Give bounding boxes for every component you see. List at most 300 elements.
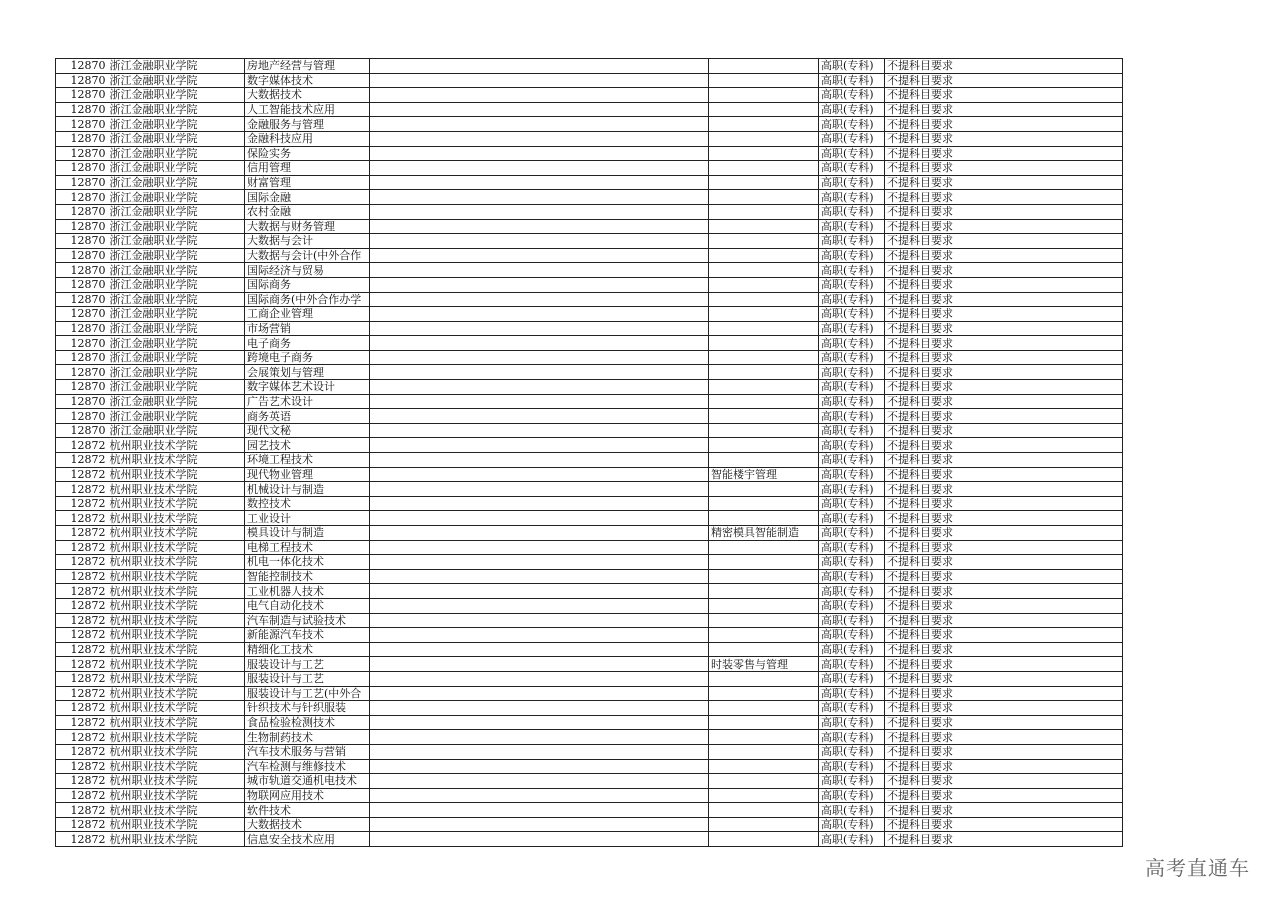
- cell-school: 浙江金融职业学院: [108, 409, 245, 424]
- cell-school: 浙江金融职业学院: [108, 365, 245, 380]
- cell-direction: [709, 774, 819, 789]
- cell-level: 高职(专科): [819, 409, 885, 424]
- cell-subject: 不提科目要求: [885, 102, 1123, 117]
- cell-subject: 不提科目要求: [885, 394, 1123, 409]
- cell-blank: [370, 482, 709, 497]
- cell-major: 机电一体化技术: [245, 555, 370, 570]
- table-row: [56, 131, 1123, 146]
- cell-blank: [370, 88, 709, 103]
- cell-direction: [709, 730, 819, 745]
- cell-subject: 不提科目要求: [885, 307, 1123, 322]
- cell-code: 12872: [56, 438, 108, 453]
- cell-school: 杭州职业技术学院: [108, 657, 245, 672]
- cell-code: 12872: [56, 496, 108, 511]
- cell-major: 针织技术与针织服装: [245, 701, 370, 716]
- cell-code: 12870: [56, 321, 108, 336]
- cell-level: 高职(专科): [819, 394, 885, 409]
- cell-level: 高职(专科): [819, 292, 885, 307]
- cell-direction: [709, 146, 819, 161]
- cell-major: 国际经济与贸易: [245, 263, 370, 278]
- cell-level: 高职(专科): [819, 598, 885, 613]
- cell-code: 12872: [56, 642, 108, 657]
- cell-level: 高职(专科): [819, 88, 885, 103]
- table-row: [56, 73, 1123, 88]
- cell-subject: 不提科目要求: [885, 671, 1123, 686]
- cell-major: 国际商务: [245, 277, 370, 292]
- cell-direction: [709, 511, 819, 526]
- cell-major: 信用管理: [245, 161, 370, 176]
- cell-direction: [709, 496, 819, 511]
- cell-level: 高职(专科): [819, 496, 885, 511]
- cell-level: 高职(专科): [819, 365, 885, 380]
- cell-school: 杭州职业技术学院: [108, 584, 245, 599]
- cell-direction: [709, 453, 819, 468]
- cell-direction: [709, 161, 819, 176]
- table-row: [56, 555, 1123, 570]
- cell-subject: 不提科目要求: [885, 117, 1123, 132]
- cell-level: 高职(专科): [819, 832, 885, 847]
- table-row: [56, 803, 1123, 818]
- cell-level: 高职(专科): [819, 380, 885, 395]
- table-row: [56, 219, 1123, 234]
- cell-school: 浙江金融职业学院: [108, 204, 245, 219]
- cell-subject: 不提科目要求: [885, 832, 1123, 847]
- cell-code: 12870: [56, 102, 108, 117]
- cell-direction: [709, 759, 819, 774]
- cell-school: 杭州职业技术学院: [108, 540, 245, 555]
- cell-blank: [370, 248, 709, 263]
- cell-school: 浙江金融职业学院: [108, 146, 245, 161]
- cell-code: 12870: [56, 219, 108, 234]
- cell-blank: [370, 380, 709, 395]
- cell-code: 12870: [56, 394, 108, 409]
- cell-subject: 不提科目要求: [885, 380, 1123, 395]
- cell-blank: [370, 102, 709, 117]
- cell-blank: [370, 540, 709, 555]
- cell-code: 12872: [56, 671, 108, 686]
- cell-blank: [370, 190, 709, 205]
- cell-major: 大数据与会计: [245, 234, 370, 249]
- cell-blank: [370, 234, 709, 249]
- cell-school: 杭州职业技术学院: [108, 569, 245, 584]
- cell-school: 浙江金融职业学院: [108, 131, 245, 146]
- table-row: [56, 817, 1123, 832]
- cell-code: 12872: [56, 744, 108, 759]
- cell-level: 高职(专科): [819, 803, 885, 818]
- cell-direction: [709, 555, 819, 570]
- cell-code: 12870: [56, 190, 108, 205]
- table-row: [56, 263, 1123, 278]
- cell-school: 杭州职业技术学院: [108, 686, 245, 701]
- cell-code: 12872: [56, 657, 108, 672]
- table-row: [56, 117, 1123, 132]
- cell-blank: [370, 131, 709, 146]
- cell-major: 汽车检测与维修技术: [245, 759, 370, 774]
- cell-major: 商务英语: [245, 409, 370, 424]
- cell-code: 12872: [56, 803, 108, 818]
- cell-code: 12870: [56, 350, 108, 365]
- cell-blank: [370, 730, 709, 745]
- cell-blank: [370, 715, 709, 730]
- cell-major: 环境工程技术: [245, 453, 370, 468]
- cell-level: 高职(专科): [819, 73, 885, 88]
- cell-blank: [370, 511, 709, 526]
- cell-level: 高职(专科): [819, 248, 885, 263]
- cell-direction: [709, 671, 819, 686]
- cell-direction: [709, 540, 819, 555]
- cell-direction: 智能楼宇管理: [709, 467, 819, 482]
- cell-direction: [709, 438, 819, 453]
- cell-subject: 不提科目要求: [885, 438, 1123, 453]
- cell-major: 工业机器人技术: [245, 584, 370, 599]
- cell-major: 国际商务(中外合作办学: [245, 292, 370, 307]
- table-row: [56, 190, 1123, 205]
- cell-direction: [709, 409, 819, 424]
- cell-subject: 不提科目要求: [885, 730, 1123, 745]
- data-table: [55, 58, 1123, 847]
- cell-subject: 不提科目要求: [885, 817, 1123, 832]
- cell-major: 数字媒体技术: [245, 73, 370, 88]
- cell-level: 高职(专科): [819, 438, 885, 453]
- cell-code: 12870: [56, 59, 108, 74]
- table-row: [56, 657, 1123, 672]
- cell-major: 人工智能技术应用: [245, 102, 370, 117]
- cell-direction: [709, 365, 819, 380]
- table-row: [56, 744, 1123, 759]
- watermark-text: 高考直通车: [1145, 856, 1250, 880]
- cell-school: 浙江金融职业学院: [108, 73, 245, 88]
- cell-code: 12870: [56, 336, 108, 351]
- cell-direction: [709, 175, 819, 190]
- cell-blank: [370, 350, 709, 365]
- cell-subject: 不提科目要求: [885, 204, 1123, 219]
- cell-direction: [709, 234, 819, 249]
- cell-direction: [709, 292, 819, 307]
- cell-direction: [709, 277, 819, 292]
- cell-code: 12872: [56, 526, 108, 541]
- cell-school: 杭州职业技术学院: [108, 482, 245, 497]
- cell-major: 数字媒体艺术设计: [245, 380, 370, 395]
- cell-level: 高职(专科): [819, 817, 885, 832]
- cell-school: 杭州职业技术学院: [108, 701, 245, 716]
- table-row: [56, 701, 1123, 716]
- cell-direction: [709, 307, 819, 322]
- cell-level: 高职(专科): [819, 526, 885, 541]
- cell-subject: 不提科目要求: [885, 292, 1123, 307]
- table-row: [56, 569, 1123, 584]
- cell-subject: 不提科目要求: [885, 467, 1123, 482]
- cell-major: 跨境电子商务: [245, 350, 370, 365]
- cell-code: 12872: [56, 555, 108, 570]
- table-row: [56, 526, 1123, 541]
- cell-blank: [370, 219, 709, 234]
- cell-blank: [370, 788, 709, 803]
- cell-blank: [370, 175, 709, 190]
- cell-subject: 不提科目要求: [885, 598, 1123, 613]
- cell-direction: [709, 219, 819, 234]
- cell-level: 高职(专科): [819, 657, 885, 672]
- cell-code: 12870: [56, 307, 108, 322]
- cell-code: 12872: [56, 832, 108, 847]
- cell-subject: 不提科目要求: [885, 788, 1123, 803]
- cell-subject: 不提科目要求: [885, 453, 1123, 468]
- cell-code: 12872: [56, 715, 108, 730]
- cell-school: 浙江金融职业学院: [108, 380, 245, 395]
- cell-level: 高职(专科): [819, 263, 885, 278]
- cell-code: 12870: [56, 380, 108, 395]
- cell-subject: 不提科目要求: [885, 161, 1123, 176]
- cell-major: 现代物业管理: [245, 467, 370, 482]
- cell-code: 12872: [56, 774, 108, 789]
- cell-blank: [370, 409, 709, 424]
- cell-school: 杭州职业技术学院: [108, 730, 245, 745]
- cell-direction: [709, 628, 819, 643]
- cell-major: 服装设计与工艺(中外合: [245, 686, 370, 701]
- cell-major: 金融服务与管理: [245, 117, 370, 132]
- cell-major: 汽车技术服务与营销: [245, 744, 370, 759]
- cell-blank: [370, 438, 709, 453]
- table-row: [56, 686, 1123, 701]
- cell-level: 高职(专科): [819, 744, 885, 759]
- cell-school: 杭州职业技术学院: [108, 496, 245, 511]
- cell-major: 精细化工技术: [245, 642, 370, 657]
- cell-subject: 不提科目要求: [885, 540, 1123, 555]
- cell-code: 12872: [56, 540, 108, 555]
- cell-school: 杭州职业技术学院: [108, 628, 245, 643]
- cell-level: 高职(专科): [819, 759, 885, 774]
- cell-code: 12870: [56, 292, 108, 307]
- cell-subject: 不提科目要求: [885, 365, 1123, 380]
- cell-code: 12870: [56, 423, 108, 438]
- cell-subject: 不提科目要求: [885, 263, 1123, 278]
- cell-blank: [370, 628, 709, 643]
- cell-school: 浙江金融职业学院: [108, 248, 245, 263]
- cell-code: 12870: [56, 175, 108, 190]
- table-row: [56, 730, 1123, 745]
- cell-code: 12870: [56, 365, 108, 380]
- cell-school: 杭州职业技术学院: [108, 642, 245, 657]
- cell-level: 高职(专科): [819, 321, 885, 336]
- table-row: [56, 467, 1123, 482]
- cell-blank: [370, 467, 709, 482]
- cell-subject: 不提科目要求: [885, 744, 1123, 759]
- cell-direction: [709, 598, 819, 613]
- table-row: [56, 788, 1123, 803]
- cell-level: 高职(专科): [819, 146, 885, 161]
- cell-direction: [709, 102, 819, 117]
- table-row: [56, 613, 1123, 628]
- cell-direction: [709, 788, 819, 803]
- table-row: [56, 248, 1123, 263]
- cell-direction: [709, 117, 819, 132]
- cell-direction: [709, 423, 819, 438]
- cell-major: 数控技术: [245, 496, 370, 511]
- cell-major: 生物制药技术: [245, 730, 370, 745]
- cell-school: 杭州职业技术学院: [108, 613, 245, 628]
- cell-direction: [709, 584, 819, 599]
- cell-code: 12870: [56, 248, 108, 263]
- cell-subject: 不提科目要求: [885, 613, 1123, 628]
- cell-major: 现代文秘: [245, 423, 370, 438]
- table-row: [56, 380, 1123, 395]
- cell-code: 12870: [56, 73, 108, 88]
- cell-blank: [370, 292, 709, 307]
- cell-direction: [709, 817, 819, 832]
- cell-level: 高职(专科): [819, 584, 885, 599]
- cell-direction: [709, 394, 819, 409]
- table-row: [56, 759, 1123, 774]
- cell-major: 房地产经营与管理: [245, 59, 370, 74]
- cell-subject: 不提科目要求: [885, 277, 1123, 292]
- cell-direction: [709, 73, 819, 88]
- cell-code: 12872: [56, 788, 108, 803]
- cell-blank: [370, 555, 709, 570]
- cell-blank: [370, 642, 709, 657]
- cell-blank: [370, 423, 709, 438]
- cell-code: 12872: [56, 628, 108, 643]
- cell-level: 高职(专科): [819, 482, 885, 497]
- cell-blank: [370, 146, 709, 161]
- cell-code: 12870: [56, 146, 108, 161]
- cell-school: 浙江金融职业学院: [108, 423, 245, 438]
- cell-major: 市场营销: [245, 321, 370, 336]
- cell-subject: 不提科目要求: [885, 409, 1123, 424]
- cell-school: 浙江金融职业学院: [108, 350, 245, 365]
- cell-school: 杭州职业技术学院: [108, 671, 245, 686]
- cell-code: 12870: [56, 161, 108, 176]
- table-row: [56, 482, 1123, 497]
- cell-code: 12872: [56, 817, 108, 832]
- cell-school: 浙江金融职业学院: [108, 175, 245, 190]
- cell-direction: [709, 380, 819, 395]
- cell-school: 浙江金融职业学院: [108, 161, 245, 176]
- table-row: [56, 715, 1123, 730]
- cell-major: 农村金融: [245, 204, 370, 219]
- cell-blank: [370, 453, 709, 468]
- cell-level: 高职(专科): [819, 204, 885, 219]
- cell-code: 12870: [56, 88, 108, 103]
- cell-direction: [709, 569, 819, 584]
- cell-blank: [370, 832, 709, 847]
- cell-major: 服装设计与工艺: [245, 657, 370, 672]
- cell-major: 信息安全技术应用: [245, 832, 370, 847]
- cell-school: 杭州职业技术学院: [108, 803, 245, 818]
- cell-major: 软件技术: [245, 803, 370, 818]
- cell-code: 12870: [56, 204, 108, 219]
- cell-subject: 不提科目要求: [885, 190, 1123, 205]
- cell-level: 高职(专科): [819, 569, 885, 584]
- cell-subject: 不提科目要求: [885, 642, 1123, 657]
- cell-major: 保险实务: [245, 146, 370, 161]
- cell-subject: 不提科目要求: [885, 59, 1123, 74]
- cell-subject: 不提科目要求: [885, 146, 1123, 161]
- cell-level: 高职(专科): [819, 234, 885, 249]
- cell-school: 浙江金融职业学院: [108, 321, 245, 336]
- cell-level: 高职(专科): [819, 161, 885, 176]
- table-row: [56, 598, 1123, 613]
- cell-subject: 不提科目要求: [885, 555, 1123, 570]
- cell-code: 12872: [56, 584, 108, 599]
- cell-blank: [370, 336, 709, 351]
- cell-direction: [709, 131, 819, 146]
- cell-blank: [370, 496, 709, 511]
- cell-major: 会展策划与管理: [245, 365, 370, 380]
- cell-school: 浙江金融职业学院: [108, 263, 245, 278]
- cell-level: 高职(专科): [819, 219, 885, 234]
- cell-direction: [709, 248, 819, 263]
- cell-major: 工商企业管理: [245, 307, 370, 322]
- cell-school: 杭州职业技术学院: [108, 453, 245, 468]
- cell-subject: 不提科目要求: [885, 248, 1123, 263]
- cell-subject: 不提科目要求: [885, 234, 1123, 249]
- cell-subject: 不提科目要求: [885, 336, 1123, 351]
- cell-blank: [370, 803, 709, 818]
- cell-school: 杭州职业技术学院: [108, 511, 245, 526]
- cell-direction: [709, 350, 819, 365]
- cell-school: 杭州职业技术学院: [108, 817, 245, 832]
- cell-code: 12872: [56, 482, 108, 497]
- table-row: [56, 540, 1123, 555]
- cell-subject: 不提科目要求: [885, 803, 1123, 818]
- cell-level: 高职(专科): [819, 102, 885, 117]
- cell-subject: 不提科目要求: [885, 423, 1123, 438]
- table-row: [56, 234, 1123, 249]
- cell-subject: 不提科目要求: [885, 88, 1123, 103]
- cell-level: 高职(专科): [819, 613, 885, 628]
- cell-major: 城市轨道交通机电技术: [245, 774, 370, 789]
- cell-subject: 不提科目要求: [885, 774, 1123, 789]
- cell-school: 杭州职业技术学院: [108, 788, 245, 803]
- cell-blank: [370, 277, 709, 292]
- table-row: [56, 321, 1123, 336]
- cell-school: 浙江金融职业学院: [108, 102, 245, 117]
- cell-major: 财富管理: [245, 175, 370, 190]
- cell-code: 12870: [56, 409, 108, 424]
- cell-direction: [709, 715, 819, 730]
- cell-blank: [370, 686, 709, 701]
- cell-code: 12870: [56, 117, 108, 132]
- cell-school: 杭州职业技术学院: [108, 526, 245, 541]
- table-row: [56, 88, 1123, 103]
- cell-direction: [709, 321, 819, 336]
- cell-major: 大数据技术: [245, 88, 370, 103]
- cell-school: 浙江金融职业学院: [108, 292, 245, 307]
- cell-level: 高职(专科): [819, 336, 885, 351]
- table-row: [56, 146, 1123, 161]
- table-row: [56, 102, 1123, 117]
- cell-code: 12870: [56, 277, 108, 292]
- cell-school: 杭州职业技术学院: [108, 759, 245, 774]
- cell-direction: [709, 88, 819, 103]
- cell-school: 浙江金融职业学院: [108, 394, 245, 409]
- cell-blank: [370, 394, 709, 409]
- table-row: [56, 394, 1123, 409]
- table-row: [56, 409, 1123, 424]
- cell-school: 杭州职业技术学院: [108, 774, 245, 789]
- cell-code: 12872: [56, 759, 108, 774]
- cell-code: 12872: [56, 686, 108, 701]
- table-row: [56, 277, 1123, 292]
- cell-blank: [370, 365, 709, 380]
- cell-level: 高职(专科): [819, 730, 885, 745]
- cell-level: 高职(专科): [819, 453, 885, 468]
- cell-school: 浙江金融职业学院: [108, 336, 245, 351]
- cell-blank: [370, 817, 709, 832]
- cell-subject: 不提科目要求: [885, 569, 1123, 584]
- table-row: [56, 336, 1123, 351]
- cell-level: 高职(专科): [819, 671, 885, 686]
- cell-level: 高职(专科): [819, 467, 885, 482]
